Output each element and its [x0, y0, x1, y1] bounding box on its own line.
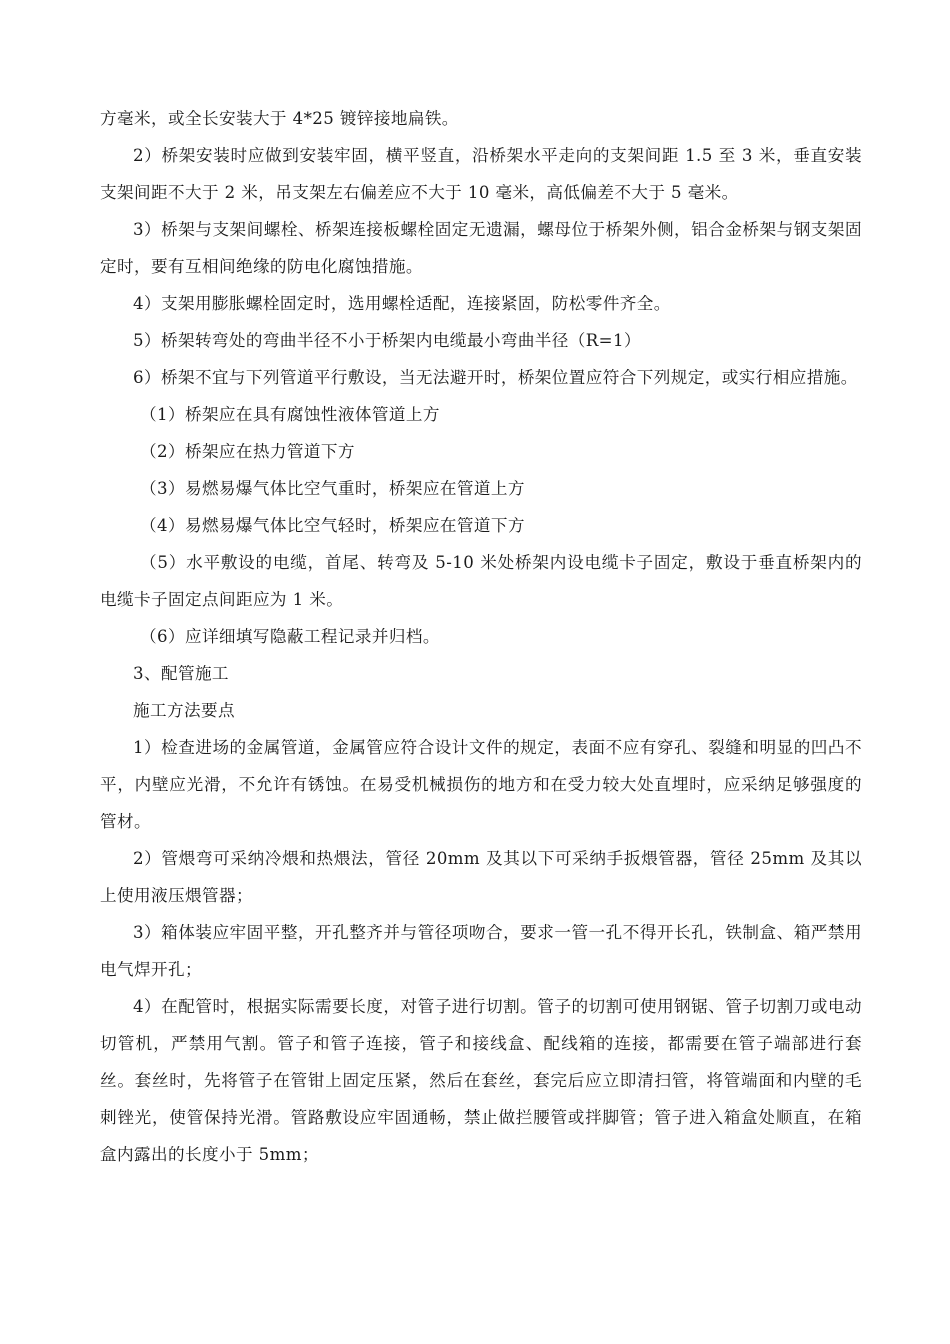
subsection-heading: 施工方法要点: [133, 701, 235, 720]
paragraph-item-5: 5）桥架转弯处的弯曲半径不小于桥架内电缆最小弯曲半径（R=1）: [133, 331, 641, 350]
section-heading: 3、配管施工: [133, 664, 229, 683]
paragraph-continuation: 方毫米，或全长安装大于 4*25 镀锌接地扁铁。: [100, 109, 459, 128]
sub-item-4: （4）易燃易爆气体比空气轻时，桥架应在管道下方: [140, 516, 525, 535]
sub-item-2: （2）桥架应在热力管道下方: [140, 442, 355, 461]
sub-item-1: （1）桥架应在具有腐蚀性液体管道上方: [140, 405, 440, 424]
paragraph-step-3: 3）箱体装应牢固平整，开孔整齐并与管径项吻合，要求一管一孔不得开长孔，铁制盒、箱严禁用电气焊开孔；: [100, 923, 862, 979]
paragraph-step-4: 4）在配管时，根据实际需要长度，对管子进行切割。管子的切割可使用钢锯、管子切割刀或电动切管机，严禁用气割。管子和管子连接，管子和接线盒、配线箱的连接，都需要在管子端部进行套丝。套丝时，先将管子在管钳上固定压紧，然后在套丝，套完后应立即清扫管，将管端面和内壁的毛刺锉光，使管保持光滑。管路敷设应牢固通畅，禁止做拦腰管或拌脚管；管子进入箱盒处顺直，在箱盒内露出的长度小于 5mm；: [100, 997, 862, 1164]
sub-item-5: （5）水平敷设的电缆，首尾、转弯及 5-10 米处桥架内设电缆卡子固定，敷设于垂直桥架内的电缆卡子固定点间距应为 1 米。: [100, 553, 862, 609]
paragraph-item-4: 4）支架用膨胀螺栓固定时，选用螺栓适配，连接紧固，防松零件齐全。: [133, 294, 671, 313]
sub-item-6: （6）应详细填写隐蔽工程记录并归档。: [140, 627, 440, 646]
paragraph-item-6: 6）桥架不宜与下列管道平行敷设，当无法避开时，桥架位置应符合下列规定，或实行相应措施。: [133, 368, 858, 387]
document-page: [100, 100, 862, 1173]
paragraph-item-3: 3）桥架与支架间螺栓、桥架连接板螺栓固定无遗漏，螺母位于桥架外侧，铝合金桥架与钢支架固定时，要有互相间绝缘的防电化腐蚀措施。: [100, 220, 862, 276]
paragraph-step-1: 1）检查进场的金属管道，金属管应符合设计文件的规定，表面不应有穿孔、裂缝和明显的凹凸不平，内壁应光滑，不允许有锈蚀。在易受机械损伤的地方和在受力较大处直埋时，应采纳足够强度的管材。: [100, 738, 862, 831]
sub-item-3: （3）易燃易爆气体比空气重时，桥架应在管道上方: [140, 479, 525, 498]
paragraph-item-2: 2）桥架安装时应做到安装牢固，横平竖直，沿桥架水平走向的支架间距 1.5 至 3 米，垂直安装支架间距不大于 2 米，吊支架左右偏差应不大于 10 毫米，高低偏差不大于 5 毫米。: [100, 146, 862, 202]
paragraph-step-2: 2）管煨弯可采纳冷煨和热煨法，管径 20mm 及其以下可采纳手扳煨管器，管径 25mm 及其以上使用液压煨管器；: [100, 849, 862, 905]
